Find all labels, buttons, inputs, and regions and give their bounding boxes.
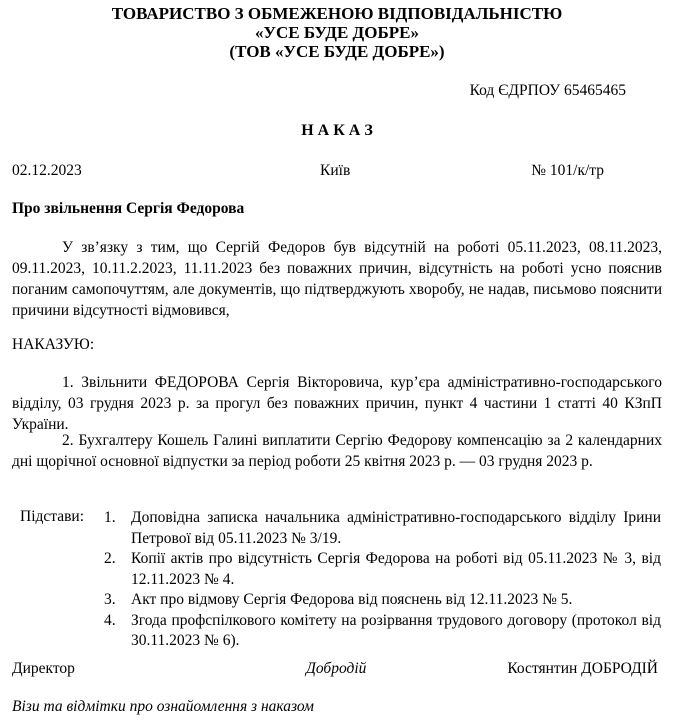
grounds-item — [104, 508, 661, 549]
grounds-item — [104, 549, 661, 590]
signature: Добродій — [306, 660, 367, 677]
signatory-name: Костянтин ДОБРОДІЙ — [507, 660, 658, 677]
grounds-item-text: Згода профспілкового комітету на розірвання трудового договору (протокол від 30.11.2023 № 6). — [131, 611, 661, 649]
acknowledgement-footer: Візи та відмітки про ознайомлення з наказом — [12, 698, 314, 715]
order-heading: НАКАЗУЮ: — [12, 336, 95, 353]
order-item-2: 2. Бухгалтеру Кошель Галині виплатити Сергію Федорову компенсацію за 2 календарних дні щорічної основної відпустки за період роботи 25 квітня 2023 р. — 03 грудня 2023 р. — [12, 432, 662, 470]
grounds-item-number: 3. — [104, 591, 116, 608]
document-title: Н А К А З — [301, 122, 373, 139]
grounds-label: Підстави: — [20, 508, 85, 525]
grounds-item — [104, 611, 661, 652]
order-date: 02.12.2023 — [12, 162, 82, 179]
grounds-item-number: 4. — [104, 611, 116, 629]
order-number: № 101/к/тр — [531, 162, 604, 179]
edrpou-code: Код ЄДРПОУ 65465465 — [469, 82, 626, 99]
grounds-item-text: Доповідна записка начальника адміністративно-господарського відділу Ірини Петрової від 05.11.2023 № 3/19. — [131, 509, 661, 547]
grounds-item — [104, 590, 661, 611]
grounds-list — [104, 508, 661, 652]
grounds-item-number: 1. — [104, 509, 116, 526]
signatory-position: Директор — [12, 660, 75, 677]
order-item-1: 1. Звільнити ФЕДОРОВА Сергія Вікторовича, кур’єра адміністративно-господарського відділу, 03 грудня 2023 р. за прогул без поважних причин, пункт 4 частини 1 статті 40 КЗпП України. — [12, 374, 662, 433]
grounds-item-text: Акт про відмову Сергія Федорова від пояснень від 12.11.2023 № 5. — [131, 591, 573, 608]
company-name-line2: «УСЕ БУДЕ ДОБРЕ» — [255, 23, 419, 42]
company-short-name: (ТОВ «УСЕ БУДЕ ДОБРЕ») — [229, 42, 445, 61]
order-city: Київ — [320, 162, 351, 179]
grounds-item-text: Копії актів про відсутність Сергія Федорова на роботі від 05.11.2023 № 3, від 12.11.2023 № 4. — [131, 550, 661, 588]
order-subject: Про звільнення Сергія Федорова — [12, 200, 245, 217]
grounds-item-number: 2. — [104, 550, 116, 567]
company-name-line1: ТОВАРИСТВО З ОБМЕЖЕНОЮ ВІДПОВІДАЛЬНІСТЮ — [111, 4, 563, 23]
preamble-paragraph: У зв’язку з тим, що Сергій Федоров був відсутній на роботі 05.11.2023, 08.11.2023, 09.11.2023, 10.11.2.2023, 11.11.2023 без поважних причин, відсутність на роботі усно пояснив поганим самопочуттям, але документів, що підтверджують хворобу, не надав, письмово пояснити причини відсутності відмовився, — [12, 239, 662, 319]
